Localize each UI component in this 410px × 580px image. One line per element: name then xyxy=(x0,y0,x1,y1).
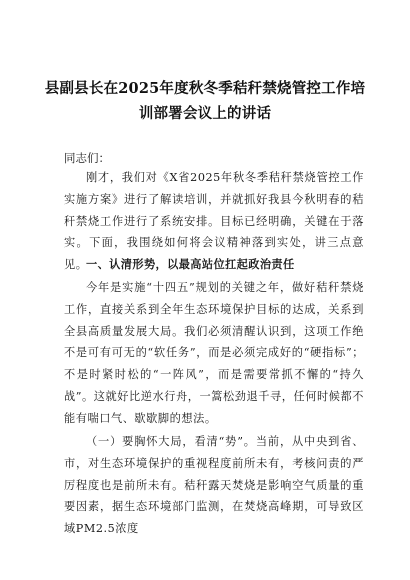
title-line-1: 县副县长在2025年度秋冬季秸秆禁烧管控工作培 xyxy=(44,80,366,97)
document-title xyxy=(40,76,370,126)
greeting: 同志们： xyxy=(64,151,110,165)
paragraph-point-1: （一）要胸怀大局，看清“势”。当前，从中央到省、市，对生态环境保护的重视程度前所未有，考核问责的严厉程度也是前所未有。秸秆露天焚烧是影响空气质量的重要因素，据生态环境部门监测，在焚烧高峰期，可导致区域PM2.5浓度 xyxy=(64,435,364,536)
section-heading-1: 一、认清形势，以最高站位扛起政治责任 xyxy=(86,257,295,271)
paragraph-intro: 刚才，我们对《X省2025年秋冬季秸秆禁烧管控工作实施方案》进行了解读培训，并就抓好我县今秋明春的秸秆禁烧工作进行了系统安排。目标已经明确，关键在于落实。下面，我围绕如何将会议精神落到实处，讲三点意见。 xyxy=(64,171,364,272)
paragraph-situation: 今年是实施“十四五”规划的关键之年，做好秸秆禁烧工作，直接关系到全年生态环境保护目标的达成，关系到全县高质量发展大局。我们必须清醒认识到，这项工作绝不是可有可无的“软任务”，而是必须完成好的“硬指标”；不是时紧时松的“一阵风”，而是需要常抓不懈的“持久战”。这就好比逆水行舟，一篙松劲退千寻，任何时候都不能有喘口气、歇歇脚的想法。 xyxy=(64,281,364,425)
title-line-2: 训部署会议上的讲话 xyxy=(138,105,272,122)
